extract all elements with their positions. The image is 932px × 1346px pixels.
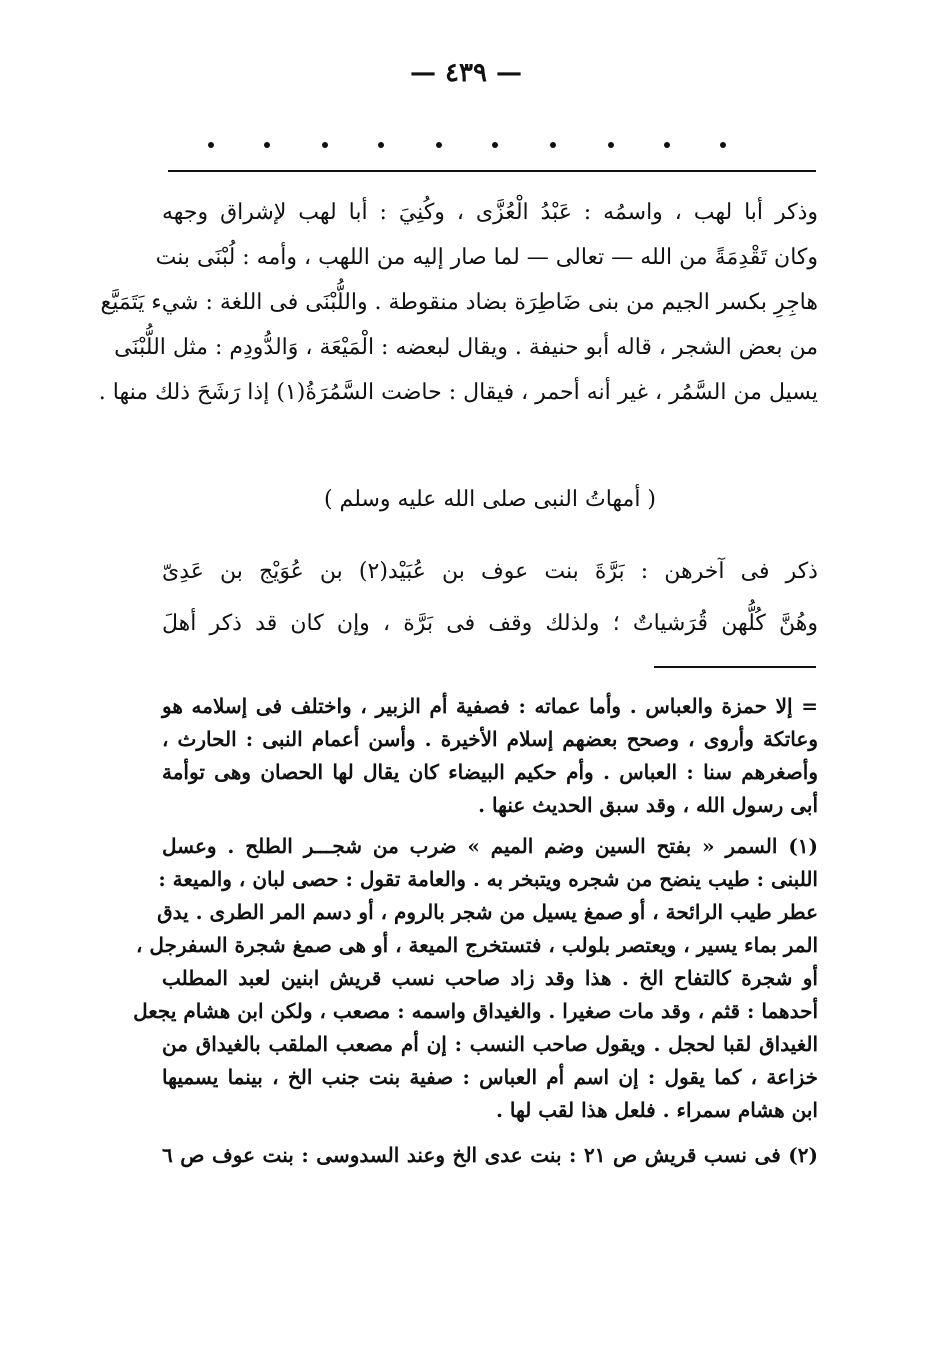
main-text-block	[98, 190, 818, 415]
footnote-line: (٢) فى نسب قريش ص ٢١ : بنت عدى الخ وعند السدوسى : بنت عوف ص ٦	[162, 1143, 818, 1167]
footnote-line: عطر طيب الرائحة ، أو صمغ يسيل من شجر بالروم ، أو دسم المر الطرى . يدق	[157, 900, 818, 924]
main-text-block-2	[162, 546, 818, 650]
page-number: — ٤٣٩ —	[409, 58, 523, 88]
footnote-line: المر بماء يسير ، ويعتصر بلولب ، فتستخرج الميعة ، أو هى صمغ شجرة السفرجل ،	[135, 933, 818, 957]
section-heading: ( أمهاتُ النبى صلى الله عليه وسلم )	[323, 487, 657, 512]
text-line: وكان تَقْدِمَةً من الله — تعالى — لما صار إليه من اللهب ، وأمه : لُبْنَى بنت	[155, 245, 818, 270]
ornament-dot	[720, 142, 726, 148]
footnote-line: وأصغرهم سنا : العباس . وأم حكيم البيضاء كان يقال لها الحصان وهى توأمة	[162, 760, 818, 784]
ornament-dot	[492, 142, 498, 148]
footnote-line: خزاعة ، كما يقول : إن اسم أم العباس : صفية بنت جنب الخ ، بينما يسميها	[162, 1065, 818, 1089]
footnote-line: الغيداق لقبا لحجل . ويقول صاحب النسب : إن أم مصعب الملقب بالغيداق من	[162, 1032, 818, 1056]
text-line: ذكر فى آخرهن : بَرَّةَ بنت عوف بن عُبَيْد(٢) بن عُوَيْج بن عَدِىّ	[162, 559, 818, 584]
text-line: وذكر أبا لهب ، واسمُه : عَبْدُ الْعُزَّى ، وكُنِيَ : أبا لهب لإشراق وجهه	[162, 200, 818, 225]
ornament-dot	[436, 142, 442, 148]
footnote-line: = إلا حمزة والعباس . وأما عماته : فصفية أم الزبير ، واختلف فى إسلامه هو	[162, 694, 818, 718]
footnote-line: أو شجرة كالتفاح الخ . هذا وقد زاد صاحب نسب قريش ابنين لعبد المطلب	[162, 966, 818, 990]
text-line: هاجِرِ بكسر الجيم من بنى ضَاطِرَة بضاد منقوطة . واللُّبْنَى فى اللغة : شيء يَتَمَيَّع	[100, 290, 818, 315]
footnote-line: ابن هشام سمراء . فلعل هذا لقب لها .	[496, 1098, 818, 1122]
ornament-dot	[550, 142, 556, 148]
ornament-dot	[264, 142, 270, 148]
text-line: وهُنَّ كُلُّهن قُرَشياتٌ ؛ ولذلك وقف فى بَرَّة ، وإن كان قد ذكر أهلَ	[162, 611, 818, 636]
text-line: يسيل من السَّمُر ، غير أنه أحمر ، فيقال : حاضت السَّمُرَةُ(١) إذا رَشَحَ ذلك منها .	[98, 380, 818, 405]
text-line: من بعض الشجر ، قاله أبو حنيفة . ويقال لبعضه : الْمَيْعَة ، وَالدُّودِم : مثل اللُّبْنَى	[114, 335, 818, 360]
footnote-line: (١) السمر « بفتح السين وضم الميم » ضرب من شجـــر الطلح . وعسل	[162, 834, 818, 858]
ornament-dot	[608, 142, 614, 148]
ornament-dot	[664, 142, 670, 148]
ornament-dot	[322, 142, 328, 148]
footnote-rule	[654, 666, 816, 668]
ornamental-dots	[180, 138, 780, 152]
footnotes-block	[133, 690, 818, 1172]
ornament-dot	[208, 142, 214, 148]
header-rule	[168, 170, 816, 172]
footnote-line: اللبنى : طيب ينضح من شجره ويتبخر به . والعامة تقول : حصى لبان ، والميعة :	[158, 867, 818, 891]
footnote-line: وعاتكة وأروى ، وصحح بعضهم إسلام الأخيرة . وأسن أعمام النبى : الحارث ،	[162, 727, 818, 751]
footnote-line: أحدهما : قثم ، وقد مات صغيرا . والغيداق واسمه : مصعب ، ولكن ابن هشام يجعل	[133, 999, 818, 1023]
footnote-line: أبى رسول الله ، وقد سبق الحديث عنها .	[478, 793, 818, 817]
ornament-dot	[378, 142, 384, 148]
